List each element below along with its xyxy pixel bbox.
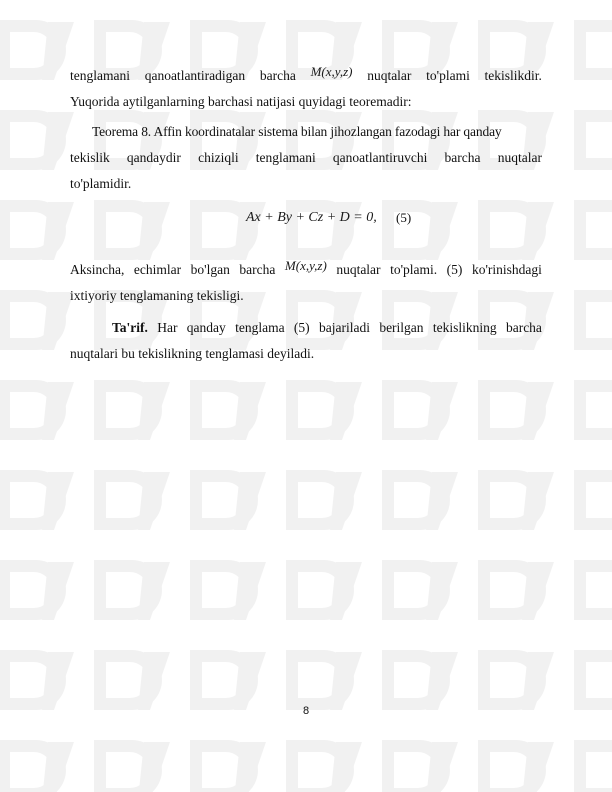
word: ko'rinishdagi (471, 262, 542, 277)
document-watermark-icon (566, 10, 612, 92)
document-watermark-icon (0, 100, 82, 182)
document-watermark-icon (86, 190, 178, 272)
document-watermark-icon (182, 730, 274, 792)
document-watermark-icon (374, 550, 466, 632)
point-formula: M(x,y,z) (284, 258, 327, 273)
point-formula: M(x,y,z) (310, 64, 353, 79)
paragraph2-line2: ixtiyoriy tenglamaning tekisligi. (70, 288, 244, 303)
definition-label: Ta'rif. (112, 320, 148, 335)
word: bo'lgan (190, 262, 230, 277)
word: qanoatlantiruvchi (332, 150, 428, 165)
document-watermark-icon (86, 370, 178, 452)
document-watermark-icon (182, 190, 274, 272)
document-watermark-icon (470, 190, 562, 272)
word: nuqtalar (336, 262, 381, 277)
word: Aksincha, (70, 262, 125, 277)
document-watermark-icon (278, 100, 370, 182)
document-watermark-icon (182, 100, 274, 182)
page-number: 8 (302, 705, 310, 717)
equation-number: (5) (396, 210, 412, 225)
document-watermark-icon (0, 370, 82, 452)
paragraph2-line1 (70, 258, 542, 278)
definition-line1 (112, 320, 542, 336)
word: Har (157, 320, 178, 335)
word: echimlar (133, 262, 182, 277)
word: tekislikdir. (484, 68, 542, 83)
document-watermark-icon (278, 730, 370, 792)
word: barcha (444, 150, 481, 165)
plane-equation: Ax + By + Cz + D = 0, (246, 210, 377, 225)
document-watermark-icon (566, 280, 612, 362)
document-watermark-icon (182, 550, 274, 632)
word: tenglama (235, 320, 285, 335)
document-watermark-icon (566, 190, 612, 272)
word: barcha (259, 68, 296, 83)
theorem-line1: Teorema 8. Affin koordinatalar sistema bilan jihozlangan fazodagi har qanday (92, 124, 502, 139)
document-watermark-icon (0, 190, 82, 272)
word: barcha (239, 262, 276, 277)
document-watermark-icon (86, 730, 178, 792)
document-watermark-icon (278, 370, 370, 452)
word: tenglamani (255, 150, 316, 165)
word: tekislik (70, 150, 110, 165)
document-watermark-icon (0, 730, 82, 792)
document-watermark-icon (86, 550, 178, 632)
document-watermark-icon (374, 100, 466, 182)
definition-line2: nuqtalari bu tekislikning tenglamasi deyiladi. (70, 346, 315, 361)
word: tekislikning (432, 320, 497, 335)
document-watermark-icon (182, 460, 274, 542)
document-watermark-icon (470, 550, 562, 632)
paragraph1-line1 (70, 64, 542, 84)
theorem-line3: to'plamidir. (70, 176, 132, 191)
document-watermark-icon (566, 100, 612, 182)
document-watermark-icon (566, 550, 612, 632)
word: bajariladi (319, 320, 370, 335)
word: qanday (186, 320, 226, 335)
document-watermark-icon (0, 550, 82, 632)
word: (5) (446, 262, 463, 277)
word: berilgan (379, 320, 424, 335)
document-watermark-icon (470, 730, 562, 792)
document-watermark-icon (278, 550, 370, 632)
document-watermark-icon (182, 370, 274, 452)
word: (5) (293, 320, 310, 335)
word: qanoatlantiradigan (144, 68, 246, 83)
word: qandaydir (126, 150, 181, 165)
document-watermark-icon (470, 370, 562, 452)
document-watermark-icon (374, 460, 466, 542)
document-watermark-icon (278, 460, 370, 542)
document-watermark-icon (566, 370, 612, 452)
word: to'plami (426, 68, 470, 83)
document-watermark-icon (470, 100, 562, 182)
word: chiziqli (198, 150, 239, 165)
document-watermark-icon (470, 460, 562, 542)
document-watermark-icon (374, 730, 466, 792)
document-watermark-icon (86, 460, 178, 542)
word: to'plami. (390, 262, 438, 277)
document-watermark-icon (374, 190, 466, 272)
document-watermark-icon (86, 100, 178, 182)
document-watermark-icon (374, 370, 466, 452)
document-watermark-icon (566, 460, 612, 542)
word: nuqtalar (497, 150, 542, 165)
word: barcha (505, 320, 542, 335)
document-watermark-icon (566, 730, 612, 792)
word: nuqtalar (367, 68, 412, 83)
document-watermark-icon (0, 460, 82, 542)
theorem-line2 (70, 150, 542, 166)
paragraph1-line2: Yuqorida aytilganlarning barchasi natijasi quyidagi teoremadir: (70, 94, 412, 109)
word: tenglamani (70, 68, 130, 83)
